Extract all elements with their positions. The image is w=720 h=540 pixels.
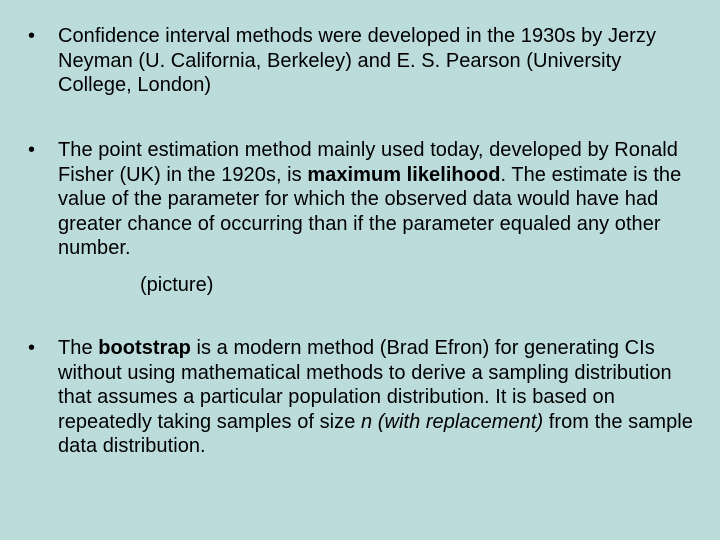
bullet-text bbox=[58, 336, 698, 459]
text-segment: The bbox=[58, 337, 99, 359]
picture-placeholder-note: (picture) bbox=[140, 274, 214, 296]
text-segment: from the sample data distribution. bbox=[58, 410, 693, 458]
bullet-text bbox=[58, 138, 698, 261]
bullet-item-maximum-likelihood bbox=[28, 138, 698, 261]
bold-term-maximum-likelihood: maximum likelihood bbox=[307, 163, 501, 186]
bullet-item-confidence-intervals bbox=[28, 24, 698, 98]
bullet-text bbox=[58, 24, 698, 98]
bold-term-bootstrap: bootstrap bbox=[98, 337, 191, 359]
text-segment: The point estimation method mainly used today, developed by Ronald Fisher (UK) in the 1920s, is bbox=[58, 139, 678, 186]
bullet-marker: • bbox=[28, 337, 36, 359]
text-segment: . The estimate is the value of the parameter for which the observed data would have had greater chance of occurring than if the parameter equaled any other number. bbox=[58, 163, 682, 260]
italic-term-sample-size: n (with replacement) bbox=[360, 410, 544, 433]
bullet-item-bootstrap bbox=[28, 336, 698, 459]
text-segment: is a modern method (Brad Efron) for generating CIs without using mathematical methods to derive a sampling distribution that assumes a particular population distribution. It is based on repeatedly taking samples of size bbox=[58, 337, 672, 433]
bullet-marker: • bbox=[28, 25, 36, 47]
text-segment: Confidence interval methods were developed in the 1930s by Jerzy Neyman (U. California, Berkeley) and E. S. Pearson (University College, London) bbox=[58, 25, 656, 97]
bullet-marker: • bbox=[28, 139, 36, 161]
